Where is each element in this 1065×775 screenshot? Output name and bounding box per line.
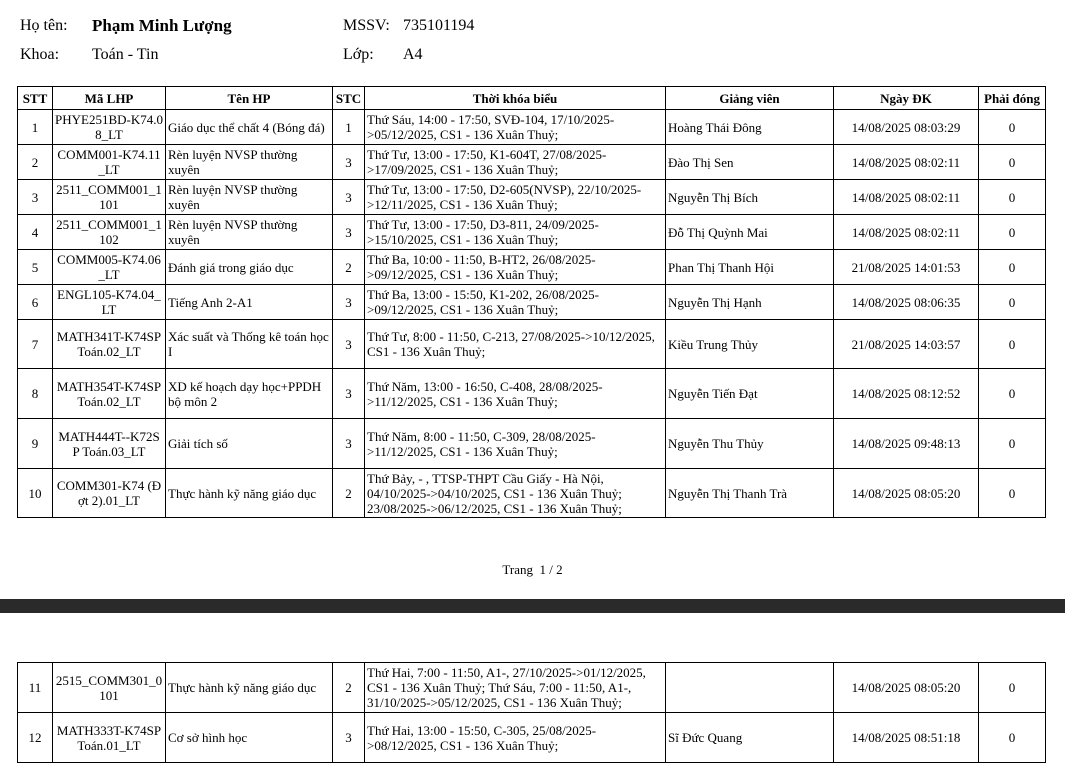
mssv-label: MSSV: <box>343 17 390 34</box>
cell-ten-hp: Thực hành kỹ năng giáo dục <box>166 469 333 518</box>
cell-stt: 9 <box>18 419 53 469</box>
cell-ngay-dk: 14/08/2025 08:51:18 <box>834 713 979 763</box>
cell-phai-dong: 0 <box>979 713 1046 763</box>
cell-phai-dong: 0 <box>979 145 1046 180</box>
cell-ten-hp: XD kế hoạch dạy học+PPDH bộ môn 2 <box>166 369 333 419</box>
table-row <box>18 250 1046 285</box>
table-row <box>18 469 1046 518</box>
cell-phai-dong: 0 <box>979 663 1046 713</box>
cell-giang-vien: Nguyễn Tiến Đạt <box>666 369 834 419</box>
cell-ten-hp: Đánh giá trong giáo dục <box>166 250 333 285</box>
cell-ten-hp: Giải tích số <box>166 419 333 469</box>
cell-giang-vien: Đỗ Thị Quỳnh Mai <box>666 215 834 250</box>
col-header-stc: STC <box>333 87 365 110</box>
cell-stt: 8 <box>18 369 53 419</box>
cell-phai-dong: 0 <box>979 110 1046 145</box>
cell-thoi-khoa-bieu: Thứ Tư, 13:00 - 17:50, D3-811, 24/09/2025->15/10/2025, CS1 - 136 Xuân Thuỷ; <box>365 215 666 250</box>
cell-ma-lhp: ENGL105-K74.04_LT <box>53 285 166 320</box>
cell-phai-dong: 0 <box>979 369 1046 419</box>
cell-giang-vien: Sĩ Đức Quang <box>666 713 834 763</box>
table-row <box>18 320 1046 369</box>
registration-table-continued <box>17 662 1046 763</box>
cell-stc: 3 <box>333 713 365 763</box>
cell-giang-vien: Đào Thị Sen <box>666 145 834 180</box>
cell-ma-lhp: COMM005-K74.06_LT <box>53 250 166 285</box>
khoa-label: Khoa: <box>20 46 60 63</box>
cell-ngay-dk: 14/08/2025 08:02:11 <box>834 215 979 250</box>
student-name: Phạm Minh Lượng <box>92 16 232 35</box>
cell-ten-hp: Tiếng Anh 2-A1 <box>166 285 333 320</box>
cell-thoi-khoa-bieu: Thứ Tư, 13:00 - 17:50, K1-604T, 27/08/2025->17/09/2025, CS1 - 136 Xuân Thuỷ; <box>365 145 666 180</box>
col-header-giang-vien: Giảng viên <box>666 87 834 110</box>
cell-giang-vien: Nguyễn Thu Thủy <box>666 419 834 469</box>
cell-giang-vien: Kiều Trung Thủy <box>666 320 834 369</box>
registration-table <box>17 86 1046 518</box>
cell-giang-vien: Nguyễn Thị Thanh Trà <box>666 469 834 518</box>
cell-phai-dong: 0 <box>979 215 1046 250</box>
cell-ten-hp: Giáo dục thể chất 4 (Bóng đá) <box>166 110 333 145</box>
table-row <box>18 215 1046 250</box>
cell-thoi-khoa-bieu: Thứ Bảy, - , TTSP-THPT Cầu Giấy - Hà Nội, 04/10/2025->04/10/2025, CS1 - 136 Xuân Thuỷ; 23/08/2025->06/12/2025, CS1 - 136 Xuân Thuỷ; <box>365 469 666 518</box>
cell-phai-dong: 0 <box>979 285 1046 320</box>
cell-stc: 2 <box>333 469 365 518</box>
cell-thoi-khoa-bieu: Thứ Năm, 8:00 - 11:50, C-309, 28/08/2025->11/12/2025, CS1 - 136 Xuân Thuỷ; <box>365 419 666 469</box>
cell-thoi-khoa-bieu: Thứ Sáu, 14:00 - 17:50, SVĐ-104, 17/10/2025->05/12/2025, CS1 - 136 Xuân Thuỷ; <box>365 110 666 145</box>
cell-stc: 3 <box>333 320 365 369</box>
page-label: Trang <box>502 562 533 577</box>
cell-stc: 3 <box>333 215 365 250</box>
table-row <box>18 419 1046 469</box>
cell-phai-dong: 0 <box>979 180 1046 215</box>
col-header-stt: STT <box>18 87 53 110</box>
cell-stt: 5 <box>18 250 53 285</box>
cell-ma-lhp: 2511_COMM001_1101 <box>53 180 166 215</box>
cell-ma-lhp: 2511_COMM001_1102 <box>53 215 166 250</box>
cell-phai-dong: 0 <box>979 320 1046 369</box>
cell-stt: 4 <box>18 215 53 250</box>
cell-ma-lhp: MATH444T--K72SP Toán.03_LT <box>53 419 166 469</box>
cell-thoi-khoa-bieu: Thứ Tư, 13:00 - 17:50, D2-605(NVSP), 22/10/2025->12/11/2025, CS1 - 136 Xuân Thuỷ; <box>365 180 666 215</box>
cell-ten-hp: Xác suất và Thống kê toán học I <box>166 320 333 369</box>
cell-stt: 7 <box>18 320 53 369</box>
cell-stc: 3 <box>333 145 365 180</box>
cell-ma-lhp: MATH354T-K74SP Toán.02_LT <box>53 369 166 419</box>
cell-stt: 3 <box>18 180 53 215</box>
cell-stt: 10 <box>18 469 53 518</box>
col-header-thoi-khoa-bieu: Thời khóa biểu <box>365 87 666 110</box>
cell-giang-vien: Phan Thị Thanh Hội <box>666 250 834 285</box>
table-row <box>18 663 1046 713</box>
cell-stc: 3 <box>333 369 365 419</box>
cell-stc: 2 <box>333 250 365 285</box>
cell-phai-dong: 0 <box>979 250 1046 285</box>
cell-stc: 1 <box>333 110 365 145</box>
lop-label: Lớp: <box>343 46 374 63</box>
cell-thoi-khoa-bieu: Thứ Ba, 13:00 - 15:50, K1-202, 26/08/2025->09/12/2025, CS1 - 136 Xuân Thuỷ; <box>365 285 666 320</box>
table-row <box>18 369 1046 419</box>
cell-ngay-dk: 14/08/2025 08:02:11 <box>834 180 979 215</box>
cell-stt: 12 <box>18 713 53 763</box>
cell-giang-vien: Hoàng Thái Đông <box>666 110 834 145</box>
table-row <box>18 180 1046 215</box>
mssv-value: 735101194 <box>403 17 475 34</box>
col-header-ten-hp: Tên HP <box>166 87 333 110</box>
page-value: 1 / 2 <box>539 562 563 577</box>
cell-stt: 1 <box>18 110 53 145</box>
cell-phai-dong: 0 <box>979 419 1046 469</box>
cell-thoi-khoa-bieu: Thứ Hai, 13:00 - 15:50, C-305, 25/08/2025->08/12/2025, CS1 - 136 Xuân Thuỷ; <box>365 713 666 763</box>
khoa-value: Toán - Tin <box>92 46 159 63</box>
table-row <box>18 713 1046 763</box>
cell-thoi-khoa-bieu: Thứ Hai, 7:00 - 11:50, A1-, 27/10/2025->01/12/2025, CS1 - 136 Xuân Thuỷ; Thứ Sáu, 7:00 - 11:50, A1-, 31/10/2025->05/12/2025, CS1 - 136 Xuân Thuỷ; <box>365 663 666 713</box>
table-row <box>18 145 1046 180</box>
cell-ngay-dk: 14/08/2025 08:03:29 <box>834 110 979 145</box>
cell-ten-hp: Rèn luyện NVSP thường xuyên <box>166 215 333 250</box>
page-separator <box>0 599 1065 613</box>
cell-ten-hp: Rèn luyện NVSP thường xuyên <box>166 180 333 215</box>
cell-ngay-dk: 21/08/2025 14:03:57 <box>834 320 979 369</box>
cell-ngay-dk: 14/08/2025 08:02:11 <box>834 145 979 180</box>
cell-stt: 11 <box>18 663 53 713</box>
table-row <box>18 110 1046 145</box>
cell-ngay-dk: 14/08/2025 08:06:35 <box>834 285 979 320</box>
lop-value: A4 <box>403 46 423 63</box>
table-row <box>18 285 1046 320</box>
col-header-ngay-dk: Ngày ĐK <box>834 87 979 110</box>
cell-ma-lhp: PHYE251BD-K74.08_LT <box>53 110 166 145</box>
cell-stc: 2 <box>333 663 365 713</box>
cell-ngay-dk: 21/08/2025 14:01:53 <box>834 250 979 285</box>
cell-ngay-dk: 14/08/2025 08:12:52 <box>834 369 979 419</box>
cell-stc: 3 <box>333 180 365 215</box>
table-header-row <box>18 87 1046 110</box>
cell-stc: 3 <box>333 285 365 320</box>
cell-ten-hp: Rèn luyện NVSP thường xuyên <box>166 145 333 180</box>
cell-ma-lhp: COMM001-K74.11_LT <box>53 145 166 180</box>
cell-ma-lhp: MATH341T-K74SP Toán.02_LT <box>53 320 166 369</box>
cell-ngay-dk: 14/08/2025 08:05:20 <box>834 663 979 713</box>
cell-ma-lhp: COMM301-K74 (Đợt 2).01_LT <box>53 469 166 518</box>
cell-ngay-dk: 14/08/2025 09:48:13 <box>834 419 979 469</box>
cell-ma-lhp: MATH333T-K74SP Toán.01_LT <box>53 713 166 763</box>
cell-stt: 2 <box>18 145 53 180</box>
col-header-ma-lhp: Mã LHP <box>53 87 166 110</box>
cell-giang-vien: Nguyễn Thị Hạnh <box>666 285 834 320</box>
cell-ten-hp: Cơ sở hình học <box>166 713 333 763</box>
cell-ma-lhp: 2515_COMM301_0101 <box>53 663 166 713</box>
cell-thoi-khoa-bieu: Thứ Ba, 10:00 - 11:50, B-HT2, 26/08/2025->09/12/2025, CS1 - 136 Xuân Thuỷ; <box>365 250 666 285</box>
cell-ngay-dk: 14/08/2025 08:05:20 <box>834 469 979 518</box>
col-header-phai-dong: Phải đóng <box>979 87 1046 110</box>
cell-stt: 6 <box>18 285 53 320</box>
name-label: Họ tên: <box>20 17 68 34</box>
cell-thoi-khoa-bieu: Thứ Năm, 13:00 - 16:50, C-408, 28/08/2025->11/12/2025, CS1 - 136 Xuân Thuỷ; <box>365 369 666 419</box>
cell-phai-dong: 0 <box>979 469 1046 518</box>
cell-giang-vien: Nguyễn Thị Bích <box>666 180 834 215</box>
cell-thoi-khoa-bieu: Thứ Tư, 8:00 - 11:50, C-213, 27/08/2025->10/12/2025, CS1 - 136 Xuân Thuỷ; <box>365 320 666 369</box>
cell-stc: 3 <box>333 419 365 469</box>
cell-giang-vien <box>666 663 834 713</box>
page-number <box>0 562 1065 578</box>
cell-ten-hp: Thực hành kỹ năng giáo dục <box>166 663 333 713</box>
